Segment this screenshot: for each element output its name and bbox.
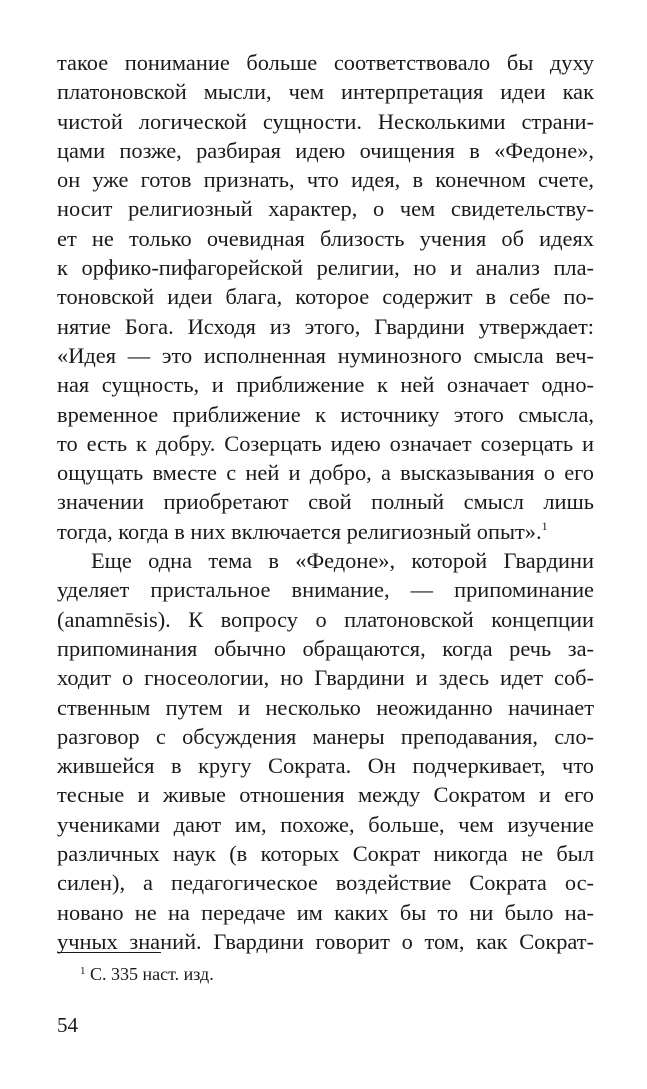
- footnote-text: С. 335 наст. изд.: [90, 964, 214, 984]
- footnote-divider: [57, 952, 161, 953]
- text-line: тесные и живые отношения между Сократом и его: [57, 782, 594, 808]
- text-line: ная сущность, и приближение к ней означает одно-: [57, 372, 594, 398]
- footnote-reference[interactable]: 1: [541, 518, 548, 533]
- text-line: ходит о гносеологии, но Гвардини и здесь идет соб-: [57, 665, 594, 691]
- text-line: тоновской идеи блага, которое содержит в себе по-: [57, 284, 594, 310]
- text-line: он уже готов признать, что идея, в конечном счете,: [57, 167, 594, 193]
- text-line: к орфико-пифагорейской религии, но и анализ пла-: [57, 255, 594, 281]
- text-line: цами позже, разбирая идею очищения в «Федоне»,: [57, 137, 594, 163]
- text-line: новано не на передаче им каких бы то ни было на-: [57, 899, 594, 925]
- paragraph-2: [57, 546, 594, 956]
- text-line: «Идея — это исполненная нуминозного смысла веч-: [57, 342, 594, 368]
- page-number: 54: [57, 1013, 78, 1037]
- page-content: [57, 48, 594, 956]
- text-line: (anamnēsis). К вопросу о платоновской концепции: [57, 606, 594, 632]
- text-line: разговор с обсуждения манеры преподавания, сло-: [57, 723, 594, 749]
- text-line-content: тогда, когда в них включается религиозный опыт».: [57, 518, 542, 544]
- text-line: учных знаний. Гвардини говорит о том, как Сократ-: [57, 928, 594, 954]
- text-line: чистой логической сущности. Несколькими страни-: [57, 108, 594, 134]
- paragraph-1: [57, 48, 594, 546]
- text-line: такое понимание больше соответствовало бы духу: [57, 50, 594, 75]
- text-line: то есть к добру. Созерцать идею означает созерцать и: [57, 430, 594, 456]
- body-text: [57, 48, 594, 956]
- text-line-first: Еще одна тема в «Федоне», которой Гвардини: [91, 548, 594, 574]
- text-line: учениками дают им, похоже, больше, чем изучение: [57, 811, 594, 837]
- text-line: уделяет пристальное внимание, — припоминание: [57, 577, 594, 603]
- text-line: силен), а педагогическое воздействие Сократа ос-: [57, 870, 594, 896]
- text-line-last: [57, 517, 594, 546]
- text-line: ощущать вместе с ней и добро, а высказывания о его: [57, 460, 594, 486]
- text-line: носит религиозный характер, о чем свидетельству-: [57, 196, 594, 222]
- text-line: ственным путем и несколько неожиданно начинает: [57, 694, 594, 720]
- text-line: различных наук (в которых Сократ никогда не был: [57, 841, 594, 867]
- text-line: ет не только очевидная близость учения об идеях: [57, 225, 594, 251]
- text-line: жившейся в кругу Сократа. Он подчеркивает, что: [57, 753, 594, 779]
- text-line: временное приближение к источнику этого смысла,: [57, 401, 594, 427]
- text-line: значении приобретают свой полный смысл лишь: [57, 489, 594, 515]
- text-line: платоновской мысли, чем интерпретация идеи как: [57, 79, 594, 105]
- footnote: [80, 963, 214, 985]
- footnote-marker: 1: [80, 965, 86, 977]
- text-line: припоминания обычно обращаются, когда речь за-: [57, 635, 594, 661]
- text-line: нятие Бога. Исходя из этого, Гвардини утверждает:: [57, 313, 594, 339]
